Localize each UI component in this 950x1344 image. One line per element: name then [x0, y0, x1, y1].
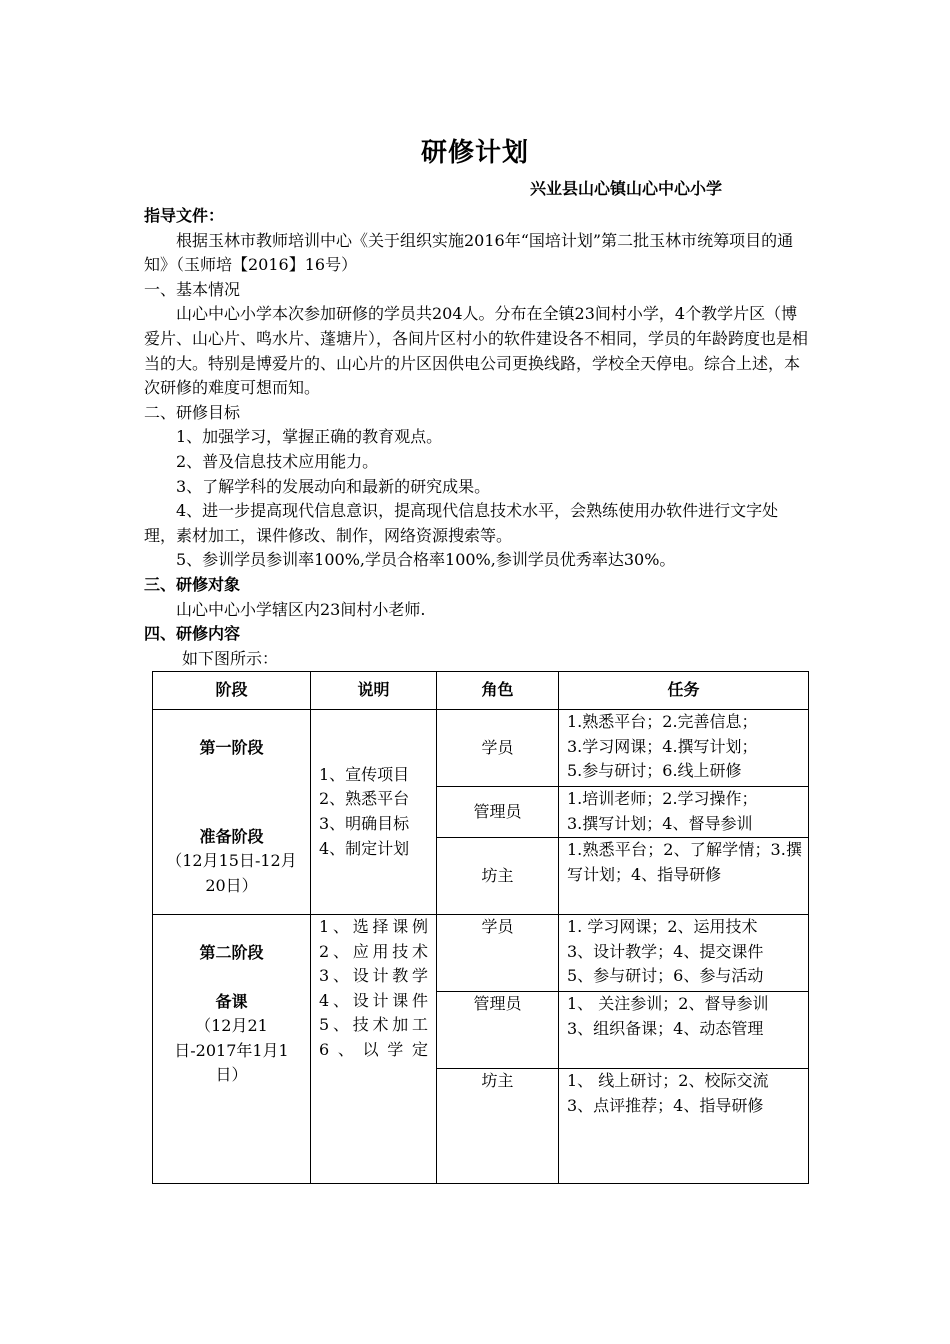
- plan-table: [152, 671, 809, 1184]
- role-cell: 管理员: [437, 992, 559, 1069]
- task-line: 5.参与研讨；6.线上研修: [567, 761, 742, 781]
- header-task: 任务: [559, 672, 809, 710]
- goal-item: 1、加强学习，掌握正确的教育观点。: [176, 427, 443, 447]
- task-cell: [559, 915, 809, 992]
- task-line: 1、 线上研讨；2、校际交流: [567, 1071, 769, 1090]
- desc-item: 3、设计教学: [319, 966, 428, 986]
- task-line: 1.熟悉平台；2、了解学情；3.撰写计划；4、指导研修: [567, 840, 802, 884]
- table-row: [153, 915, 809, 992]
- section3-text: 山心中心小学辖区内23间村小老师.: [176, 599, 426, 619]
- header-stage: 阶段: [153, 672, 311, 710]
- desc-item: 3、明确目标: [319, 814, 410, 833]
- stage1-cell: [153, 710, 311, 915]
- document-body: [144, 204, 808, 671]
- goal-item: 5、参训学员参训率100%,学员合格率100%,参训学员优秀率达30%。: [176, 550, 676, 570]
- role-cell: 坊主: [437, 1069, 559, 1184]
- role-cell: 管理员: [437, 787, 559, 838]
- task-line: 1. 学习网课；2、运用技术: [567, 917, 758, 936]
- guide-heading: 指导文件：: [144, 206, 225, 225]
- school-name: 兴业县山心镇山心中心小学: [530, 179, 723, 198]
- guide-text: 根据玉林市教师培训中心《关于组织实施2016年“国培计划”第二批玉林市统筹项目的通知》（玉师培【2016】16号）: [144, 230, 794, 275]
- task-line: 3、设计教学；4、提交课件: [567, 941, 764, 961]
- goal-item: 4、进一步提高现代信息意识，提高现代信息技术水平，会熟练使用办软件进行文字处理，素材加工，课件修改、制作，网络资源搜索等。: [144, 501, 779, 545]
- desc-item: 1、宣传项目: [319, 764, 410, 784]
- document-title: 研修计划: [420, 138, 529, 168]
- stage1-desc: [311, 710, 437, 915]
- task-line: 1.培训老师；2.学习操作；: [567, 789, 758, 808]
- section4-intro: 如下图所示：: [182, 648, 279, 668]
- task-line: 1、 关注参训；2、督导参训: [567, 994, 769, 1013]
- stage2-desc: [311, 915, 437, 1184]
- task-cell: [559, 787, 809, 838]
- task-line: 5、参与研讨；6、参与活动: [567, 966, 764, 986]
- desc-item: 4、设计课件: [319, 990, 428, 1010]
- goal-item: 3、了解学科的发展动向和最新的研究成果。: [176, 476, 491, 496]
- task-line: 3、点评推荐；4、指导研修: [567, 1095, 764, 1115]
- role-cell: 学员: [437, 710, 559, 787]
- section1-text: 山心中心小学本次参加研修的学员共204人。分布在全镇23间村小学，4个教学片区（博爱片、山心片、鸣水片、蓬塘片），各间片区村小的软件建设各不相同，学员的年龄跨度也是相当的大。特别是博爱片的、山心片的片区因供电公司更换线路，学校全天停电。综合上述，本次研修的难度可想而知。: [144, 304, 809, 398]
- stage2-name: 第二阶段: [199, 943, 264, 962]
- task-cell: [559, 1069, 809, 1184]
- desc-item: 5、技术加工: [319, 1015, 428, 1035]
- stage2-cell: [153, 915, 311, 1184]
- task-line: 3、组织备课；4、动态管理: [567, 1018, 764, 1038]
- section1-heading: 一、基本情况: [144, 279, 241, 299]
- role-cell: 坊主: [437, 838, 559, 915]
- desc-item: 2、应用技术: [319, 941, 428, 961]
- task-cell: [559, 992, 809, 1069]
- section2-heading: 二、研修目标: [144, 402, 241, 422]
- goal-item: 2、普及信息技术应用能力。: [176, 451, 379, 471]
- desc-item: 4、制定计划: [319, 838, 410, 858]
- task-line: 3.撰写计划；4、督导参训: [567, 813, 753, 833]
- table-row: [153, 710, 809, 787]
- header-role: 角色: [437, 672, 559, 710]
- task-line: 1.熟悉平台；2.完善信息；: [567, 712, 758, 731]
- stage2-sub: 备课: [215, 991, 248, 1011]
- section4-heading: 四、研修内容: [144, 624, 241, 644]
- task-cell: [559, 838, 809, 915]
- desc-item: 1、选择课例: [319, 917, 428, 936]
- stage2-dates: （12月21日-2017年1月1日）: [174, 1016, 289, 1085]
- table-header-row: [153, 672, 809, 710]
- desc-item: 6、以学定: [319, 1039, 428, 1059]
- desc-item: 2、熟悉平台: [319, 789, 410, 809]
- stage1-name: 第一阶段: [199, 738, 264, 757]
- task-cell: [559, 710, 809, 787]
- header-desc: 说明: [311, 672, 437, 710]
- task-line: 3.学习网课；4.撰写计划；: [567, 736, 758, 756]
- role-cell: 学员: [437, 915, 559, 992]
- stage1-dates: （12月15日-12月20日）: [166, 851, 297, 895]
- section3-heading: 三、研修对象: [144, 574, 241, 594]
- stage1-sub: 准备阶段: [199, 826, 264, 846]
